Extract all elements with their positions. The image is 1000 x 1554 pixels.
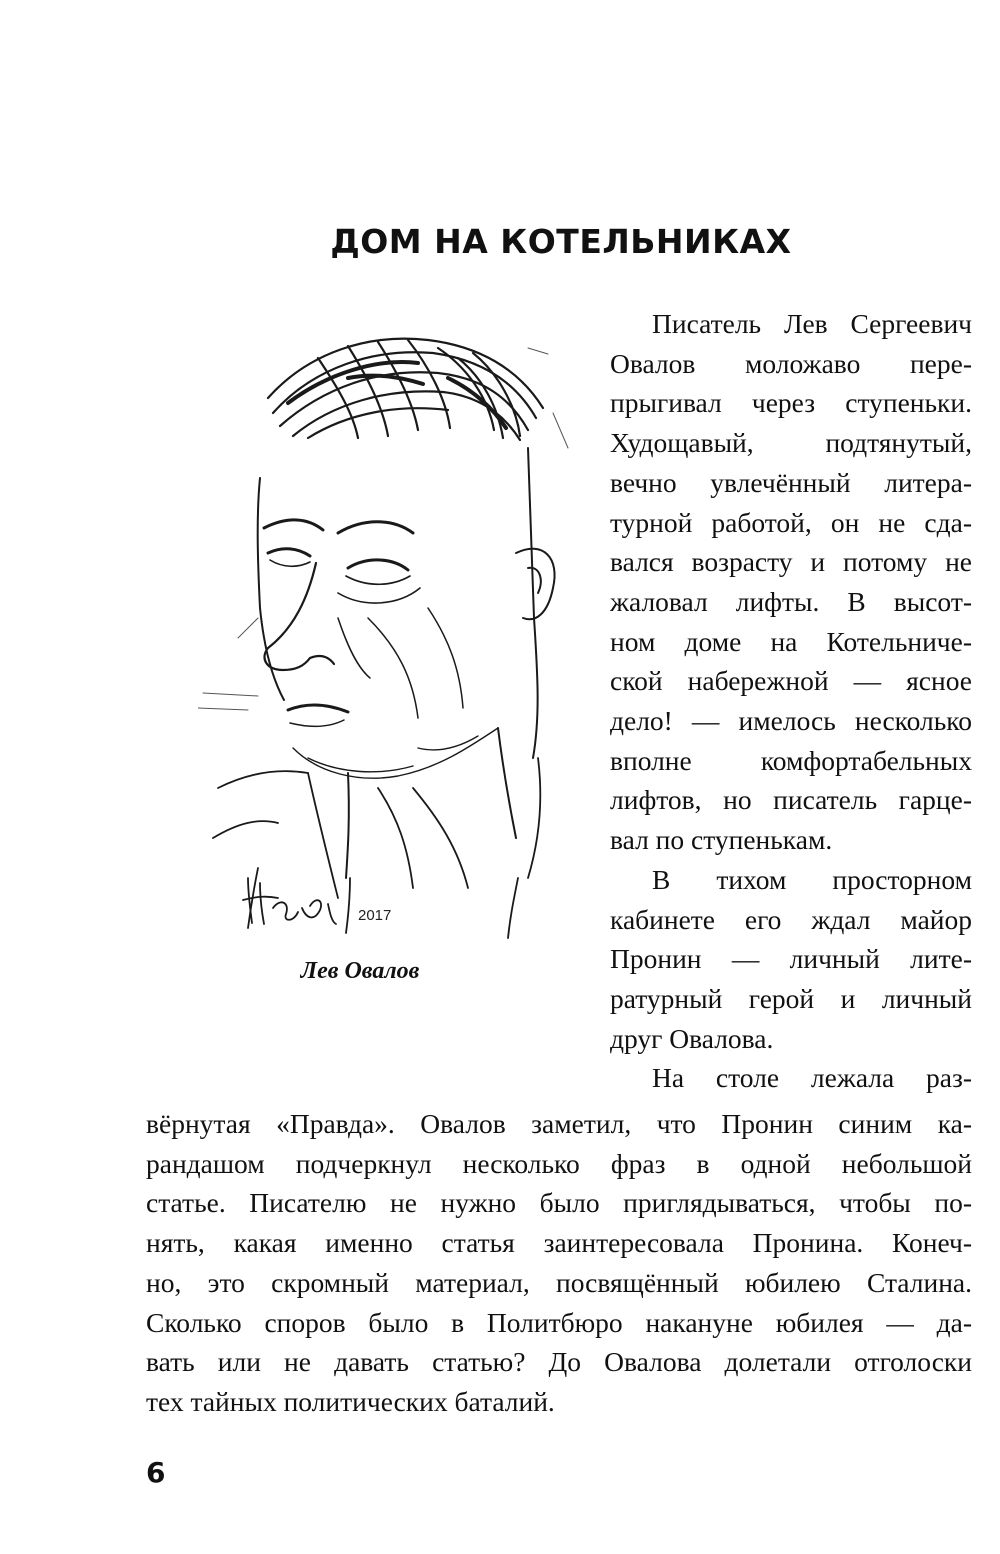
text-line: лифтов, но писатель гарце- bbox=[610, 784, 972, 816]
text-line: тех тайных политических баталий. bbox=[146, 1385, 555, 1417]
text-line: ской набережной — ясное bbox=[610, 665, 972, 697]
page-number: 6 bbox=[146, 1456, 166, 1489]
text-line: вался возрасту и потому не bbox=[610, 546, 972, 578]
text-line: ном доме на Котельниче- bbox=[610, 625, 972, 657]
text-line: вёрнутая «Правда». Овалов заметил, что Пронин синим ка- bbox=[146, 1108, 972, 1139]
text-line: но, это скромный материал, посвящённый юбилею Сталина. bbox=[146, 1266, 972, 1298]
text-line: Сколько споров было в Политбюро накануне юбилея — да- bbox=[146, 1306, 972, 1338]
text-line: прыгивал через ступеньки. bbox=[610, 387, 972, 419]
text-line: вполне комфортабельных bbox=[610, 744, 972, 776]
portrait-illustration bbox=[198, 318, 588, 948]
text-line: Овалов моложаво пере- bbox=[610, 347, 972, 379]
illustration-caption: Лев Овалов bbox=[300, 958, 420, 984]
text-line: жаловал лифты. В высот- bbox=[610, 585, 972, 617]
text-line: статье. Писателю не нужно было приглядываться, чтобы по- bbox=[146, 1187, 972, 1219]
text-line: турной работой, он не сда- bbox=[610, 506, 972, 538]
text-line: вать или не давать статью? До Овалова долетали отголоски bbox=[146, 1346, 972, 1378]
column-paragraphs bbox=[610, 304, 972, 1098]
text-line: вечно увлечённый литера- bbox=[610, 466, 972, 498]
text-line: нять, какая именно статья заинтересовала Пронина. Конеч- bbox=[146, 1227, 972, 1259]
text-line: Пронин — личный лите- bbox=[610, 943, 972, 975]
text-line: дело! — имелось несколько bbox=[610, 705, 972, 737]
full-width-paragraph bbox=[146, 1104, 972, 1422]
portrait-sketch bbox=[198, 318, 588, 948]
text-line: Писатель Лев Сергеевич bbox=[652, 308, 972, 339]
text-line: ратурный герой и личный bbox=[610, 982, 972, 1014]
text-line: Худощавый, подтянутый, bbox=[610, 427, 972, 459]
signature-year: 2017 bbox=[358, 907, 392, 924]
text-line: В тихом просторном bbox=[652, 863, 972, 895]
text-line: кабинете его ждал майор bbox=[610, 903, 972, 935]
text-line: вал по ступенькам. bbox=[610, 824, 833, 856]
text-line: рандашом подчеркнул несколько фраз в одной небольшой bbox=[146, 1147, 972, 1179]
text-line: На столе лежала раз- bbox=[652, 1062, 972, 1094]
text-line: друг Овалова. bbox=[610, 1022, 774, 1054]
chapter-title: ДОМ НА КОТЕЛЬНИКАХ bbox=[330, 222, 792, 261]
